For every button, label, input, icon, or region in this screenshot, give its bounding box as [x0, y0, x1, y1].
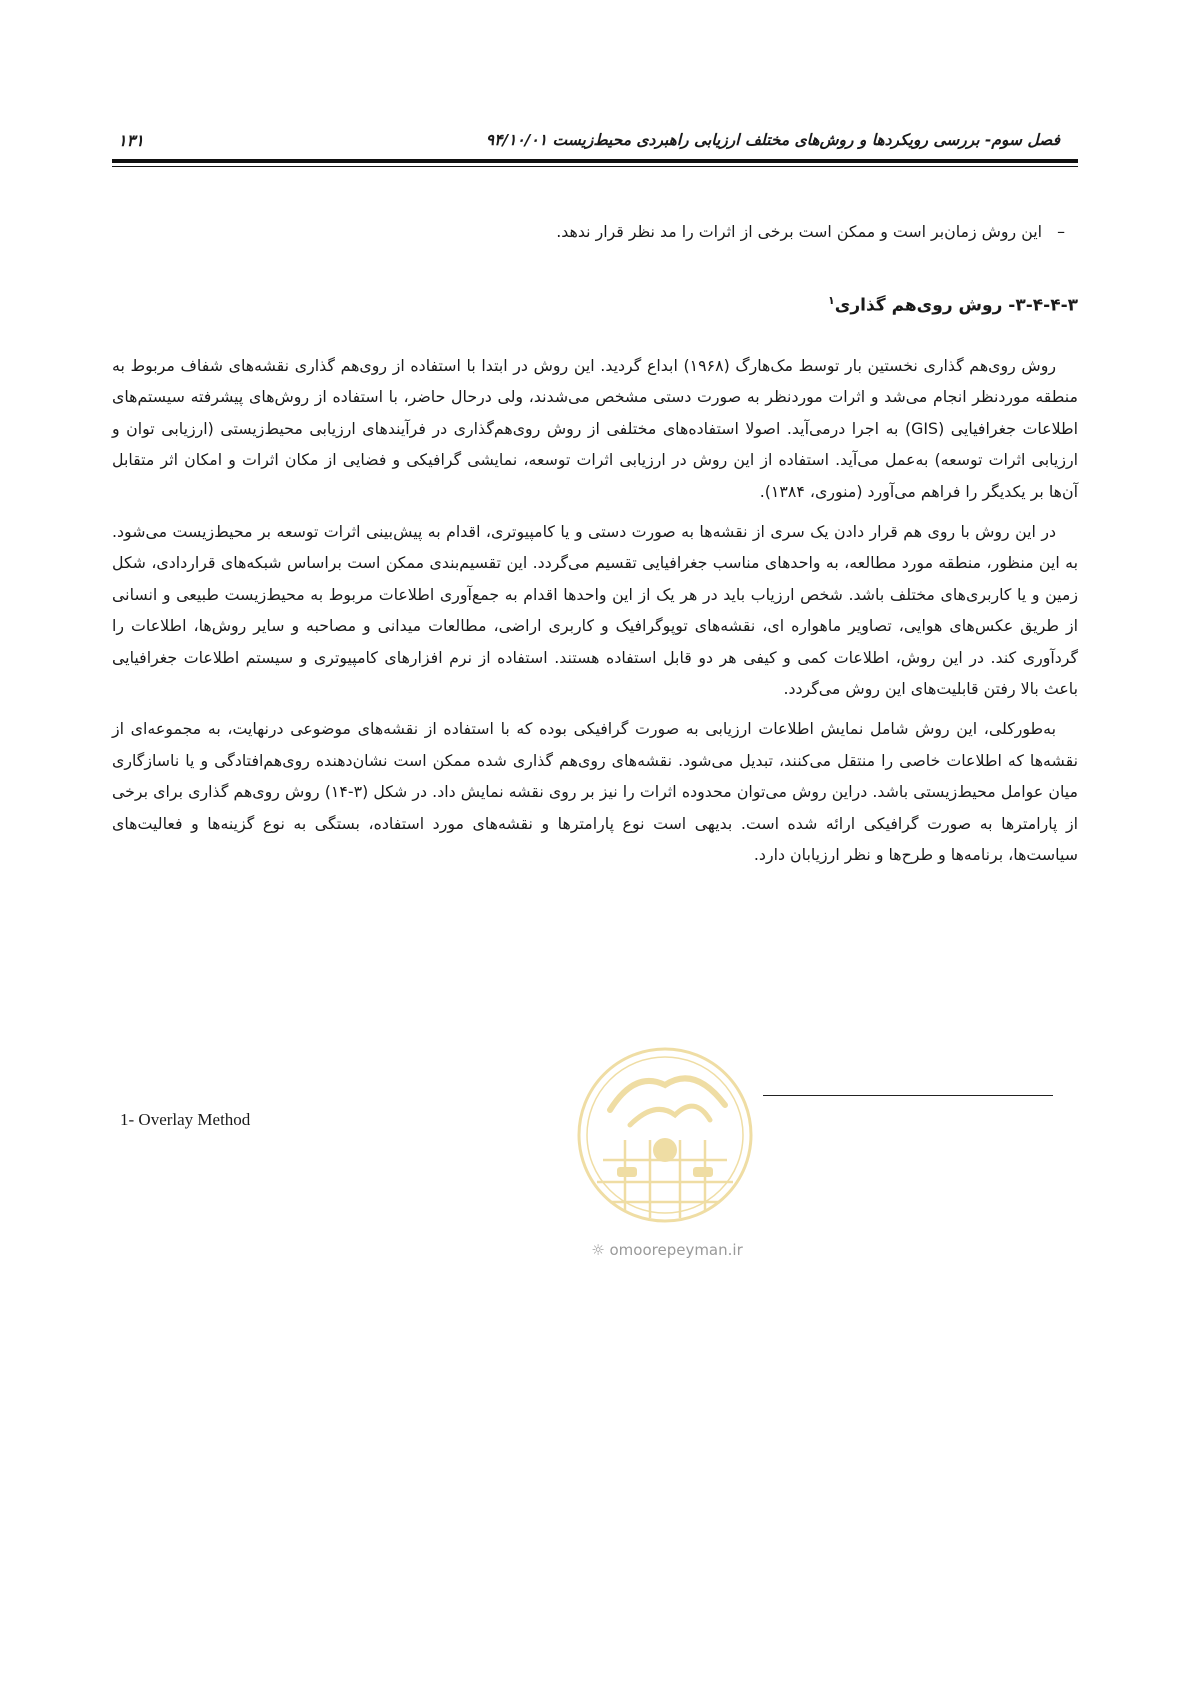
bullet-item	[305, 220, 1065, 244]
page-number: ۱۳۱	[118, 131, 144, 150]
body-text	[112, 350, 1078, 880]
section-heading	[828, 288, 1078, 319]
paragraph-2: در این روش با روی هم قرار دادن یک سری از نقشه‌ها به صورت دستی و یا کامپیوتری، اقدام به پیش‌بینی اثرات توسعه بر محیط‌زیست می‌شود. به این منظور، منطقه مورد مطالعه، به واحدهای مناسب جغرافیایی تقسیم می‌گردد. این تقسیم‌بندی ممکن است براساس شبکه‌های قراردادی، شکل زمین و یا کاربری‌های مختلف باشد. شخص ارزیاب باید در هر یک از این واحدها اقدام به جمع‌آوری اطلاعات مربوط به محیط‌زیست طبیعی و انسانی از طریق عکس‌های هوایی، تصاویر ماهواره ای، نقشه‌های توپوگرافیک و کاربری اراضی، مطالعات میدانی و مصاحبه و سایر روش‌ها، اطلاعات را گردآوری کند. در این روش، اطلاعات کمی و کیفی هر دو قابل استفاده هستند. استفاده از نرم افزارهای کامپیوتری و سیستم اطلاعات جغرافیایی باعث بالا رفتن قابلیت‌های این روش می‌گردد.	[112, 522, 1078, 699]
header-rule-thick	[112, 159, 1078, 163]
footnote-text: 1- Overlay Method	[120, 1110, 251, 1129]
section-heading-text: ۳-۴-۴-۳- روش روی‌هم گذاری	[834, 295, 1078, 316]
header-rule-thin	[112, 166, 1078, 167]
watermark-site-text: omoorepeyman.ir	[609, 1241, 743, 1259]
watermark-site: ☼ omoorepeyman.ir	[591, 1241, 743, 1259]
running-header-title: فصل سوم- بررسی رویکردها و روش‌های مختلف ارزیابی راهبردی محیط‌زیست ۹۴/۱۰/۰۱	[485, 131, 1060, 149]
bullet-dash: –	[1057, 222, 1065, 241]
footnote-separator	[763, 1095, 1053, 1096]
footnote-reference: ۱	[828, 294, 835, 307]
paragraph-1: روش روی‌هم گذاری نخستین بار توسط مک‌هارگ (۱۹۶۸) ابداع گردید. این روش در ابتدا با استفاده از روی‌هم گذاری نقشه‌های شفاف مربوط به منطقه موردنظر انجام می‌شد و اثرات موردنظر به صورت دستی مشخص می‌شدند، ولی درحال حاضر، با استفاده از روش‌های پیشرفته سیستم‌های اطلاعات جغرافیایی (GIS) به اجرا درمی‌آید. اصولا استفاده‌های مختلفی از روش روی‌هم‌گذاری در فرآیندهای ارزیابی محیط‌زیستی (ارزیابی توان و ارزیابی اثرات توسعه) به‌عمل می‌آید. استفاده از این روش در ارزیابی اثرات توسعه، نمایشی گرافیکی و فضایی از مکان اثرات و امکان اثر متقابل آن‌ها بر یکدیگر را فراهم می‌آورد (منوری، ۱۳۸۴).	[112, 356, 1079, 501]
watermark-logo	[575, 1040, 755, 1240]
bullet-text: این روش زمان‌بر است و ممکن است برخی از اثرات را مد نظر قرار ندهد.	[556, 222, 1043, 241]
paragraph-3: به‌طورکلی، این روش شامل نمایش اطلاعات ارزیابی به صورت گرافیکی بوده که با استفاده از نقشه‌های موضوعی درنهایت، به مجموعه‌ای از نقشه‌ها که اطلاعات خاصی را منتقل می‌کنند، تبدیل می‌شود. نقشه‌های روی‌هم گذاری شده ممکن است نشان‌دهنده روی‌هم‌افتادگی و یا ناسازگاری میان عوامل محیط‌زیستی باشد. دراین روش می‌توان محدوده اثرات را نیز بر روی نقشه نمایش داد. در شکل (۳-۱۴) روش روی‌هم گذاری برای برخی از پارامترها به صورت گرافیکی ارائه شده است. بدیهی است نوع پارامترها و نقشه‌های مورد استفاده، بستگی به نوع گزینه‌ها و فعالیت‌های سیاست‌ها، برنامه‌ها و طرح‌ها و نظر ارزیابان دارد.	[112, 719, 1078, 865]
